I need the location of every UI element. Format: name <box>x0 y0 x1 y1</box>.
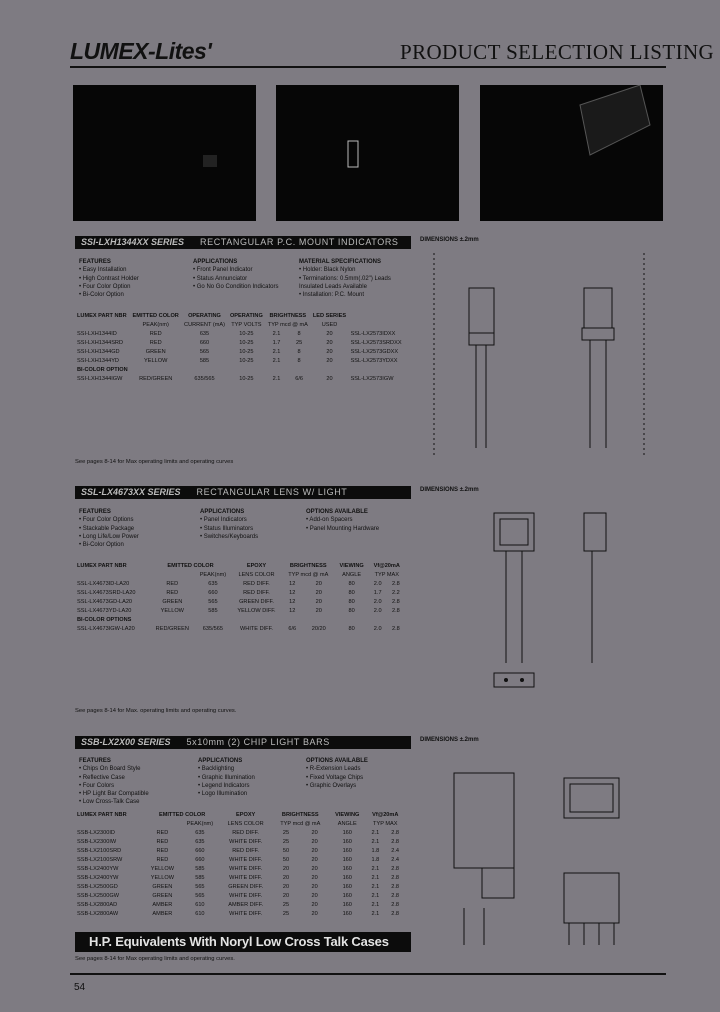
hp-equivalents-banner: H.P. Equivalents With Noryl Low Cross Talk Cases <box>75 932 411 952</box>
col-header: LED SERIES <box>312 312 347 319</box>
section3-subtitle: 5x10mm (2) CHIP LIGHT BARS <box>186 737 330 747</box>
table-row: SSL-LX4673IGW-LA20 RED/GREEN 635/565 WHITE DIFF. 6/6 20/20 80 2.0 2.8 <box>77 625 400 632</box>
table-row: SSL-LX4673YD-LA20 YELLOW 585 YELLOW DIFF. 12 20 80 2.0 2.8 <box>77 607 400 614</box>
section1-table: LUMEX PART NBR EMITTED COLOR OPERATING OPERATING BRIGHTNESS LED SERIES PEAK(nm) CURRENT (mA) TYP VOLTS TYP mcd @ mA USED SSI-LXH1344ID RED 635 10-25 2.1 8 20 SSL-LX2573IDXX SSI-LXH1344SRD RED 660 10-25 1.7 25 20 SSL-LX2573SRDXX SSI-LXH1344GD GREEN 565 10-25 2.1 8 20 SSL-LX2573GDXX SSI-LXH1344YD YELLOW 585 10-25 2.1 8 20 SSL-LX2573YDXX BI-COLOR OPTION SSI-LXH1344IGW RED/GREEN 635/565 10-25 2.1 6/6 20 SSL-LX2573IGW <box>75 311 405 383</box>
section2-series: SSL-LX4673XX SERIES <box>81 487 181 497</box>
section2-drawing <box>414 483 664 719</box>
col-header: LUMEX PART NBR <box>77 312 127 319</box>
product-photo-3 <box>480 85 663 221</box>
col-header: Vf@20mA <box>372 811 399 818</box>
table-row: SSI-LXH1344GD GREEN 565 10-25 2.1 8 20 SSL-LX2573GDXX <box>77 348 399 355</box>
footer-rule <box>70 973 666 975</box>
table-row: SSI-LXH1344ID RED 635 10-25 2.1 8 20 SSL-LX2573IDXX <box>77 330 396 337</box>
table-row: SSB-LX2100SRW RED 660 WHITE DIFF. 50 20 160 1.8 2.4 <box>77 856 399 863</box>
section1-features: FEATURES • Easy Installation • High Contrast Holder • Four Color Option • Bi-Color Option <box>79 259 139 299</box>
col-header: OPERATING <box>229 312 263 319</box>
section3-series: SSB-LX2X00 SERIES <box>81 737 171 747</box>
section2-subtitle: RECTANGULAR LENS W/ LIGHT <box>196 487 348 497</box>
col-header: EMITTED COLOR <box>158 811 206 818</box>
bicolor-title: BI-COLOR OPTION <box>77 366 128 373</box>
col-header: VIEWING <box>339 562 364 569</box>
section2-header <box>75 486 411 499</box>
col-header: BRIGHTNESS <box>281 811 319 818</box>
bicolor-title: BI-COLOR OPTIONS <box>77 616 132 623</box>
table-row: SSB-LX2800AW AMBER 610 WHITE DIFF. 25 20 160 2.1 2.8 <box>77 910 399 917</box>
col-header: VIEWING <box>335 811 360 818</box>
section1-materials: MATERIAL SPECIFICATIONS • Holder: Black Nylon • Terminations: 0.5mm(.02") Leads Insulated Leads Available • Installation: P.C. Mount <box>299 259 391 299</box>
lumex-logo: LUMEX-Lites' <box>70 38 212 64</box>
table-row: SSL-LX4673SRD-LA20 RED 660 RED DIFF. 12 20 80 1.7 2.2 <box>77 589 400 596</box>
table-row: SSB-LX2300ID RED 635 RED DIFF. 25 20 160 2.1 2.8 <box>77 829 399 836</box>
section1-header <box>75 236 411 249</box>
col-header: OPERATING <box>188 312 221 319</box>
table-row: SSL-LX4673ID-LA20 RED 635 RED DIFF. 12 20 80 2.0 2.8 <box>77 580 400 587</box>
table-row: SSB-LX2400YW YELLOW 585 WHITE DIFF. 20 20 160 2.1 2.8 <box>77 865 399 872</box>
col-header: EPOXY <box>236 811 256 818</box>
section2-features: FEATURES • Four Color Options • Stackable Package • Long Life/Low Power • Bi-Color Option <box>79 509 139 549</box>
table-row: SSB-LX2500GW GREEN 565 WHITE DIFF. 20 20 160 2.1 2.8 <box>77 892 399 899</box>
section1-applications: APPLICATIONS • Front Panel Indicator • Status Annunciator • Go No Go Condition Indicators <box>193 259 279 290</box>
section1-series: SSI-LXH1344XX SERIES <box>81 237 185 247</box>
section2-applications: APPLICATIONS • Panel Indicators • Status Illuminators • Switches/Keyboards <box>200 509 259 540</box>
section3-applications: APPLICATIONS • Backlighting • Graphic Illumination • Legend Indicators • Logo Illumination <box>198 758 255 798</box>
col-header: EMITTED COLOR <box>167 562 214 569</box>
page-title: PRODUCT SELECTION LISTING <box>400 40 715 64</box>
section2-dimensions: DIMENSIONS ±.2mm <box>414 483 664 719</box>
table-row: SSB-LX2500GD GREEN 565 GREEN DIFF. 20 20 160 2.1 2.8 <box>77 883 399 890</box>
page-number: 54 <box>74 982 86 993</box>
section1-subtitle: RECTANGULAR P.C. MOUNT INDICATORS <box>200 237 399 247</box>
section2-options: OPTIONS AVAILABLE • Add-on Spacers • Panel Mounting Hardware <box>306 509 380 532</box>
col-header: EMITTED COLOR <box>132 312 179 319</box>
section3-header <box>75 736 411 749</box>
section3-note: See pages 8-14 for Max operating limits and operating curves. <box>75 956 235 962</box>
col-header: BRIGHTNESS <box>289 562 327 569</box>
product-photo-1 <box>73 85 256 221</box>
section3-drawing <box>414 733 664 963</box>
table-row: SSB-LX2100SRD RED 660 RED DIFF. 50 20 160 1.8 2.4 <box>77 847 399 854</box>
section3-dimensions: DIMENSIONS ±.2mm <box>414 733 664 963</box>
section1-note: See pages 8-14 for Max operating limits and operating curves <box>75 459 234 465</box>
section3-table: LUMEX PART NBR EMITTED COLOR EPOXY BRIGHTNESS VIEWING Vf@20mA PEAK(nm) LENS COLOR TYP mcd @ mA ANGLE TYP MAX SSB-LX2300ID RED 635 RED DIFF. 25 20 160 2.1 2.8 SSB-LX2300IW RED 635 WHITE DIFF. 25 20 160 2.1 2.8 SSB-LX2100SRD RED 660 RED DIFF. 50 20 160 1.8 2.4 SSB-LX2100SRW RED 660 WHITE DIFF. 50 20 160 1.8 2.4 SSB-LX2400YW YELLOW 585 WHITE DIFF. 20 20 160 2.1 2.8 SSB-LX2400YW YELLOW 585 WHITE DIFF. 20 20 160 2.1 2.8 SSB-LX2500GD GREEN 565 GREEN DIFF. 20 20 160 2.1 2.8 SSB-LX2500GW GREEN 565 WHITE DIFF. 20 20 160 2.1 2.8 SSB-LX2800AD AMBER 610 AMBER DIFF. 25 20 160 2.1 2.8 SSB-LX2800AW AMBER 610 WHITE DIFF. 25 20 160 2.1 2.8 <box>75 810 405 918</box>
table-row: SSB-LX2800AD AMBER 610 AMBER DIFF. 25 20 160 2.1 2.8 <box>77 901 399 908</box>
section1-dimensions: DIMENSIONS ±.2mm <box>414 233 664 469</box>
col-header: BRIGHTNESS <box>269 312 307 319</box>
col-header: LUMEX PART NBR <box>77 811 127 818</box>
section2-table: LUMEX PART NBR EMITTED COLOR EPOXY BRIGHTNESS VIEWING Vf@20mA PEAK(nm) LENS COLOR TYP mcd @ mA ANGLE TYP MAX SSL-LX4673ID-LA20 RED 635 RED DIFF. 12 20 80 2.0 2.8 SSL-LX4673SRD-LA20 RED 660 RED DIFF. 12 20 80 1.7 2.2 SSL-LX4673GD-LA20 GREEN 565 GREEN DIFF. 12 20 80 2.0 2.8 SSL-LX4673YD-LA20 YELLOW 585 YELLOW DIFF. 12 20 80 2.0 2.8 BI-COLOR OPTIONS SSL-LX4673IGW-LA20 RED/GREEN 635/565 WHITE DIFF. 6/6 20/20 80 2.0 2.8 <box>75 561 405 633</box>
table-row: SSB-LX2400YW YELLOW 585 WHITE DIFF. 20 20 160 2.1 2.8 <box>77 874 399 881</box>
table-row: SSI-LXH1344SRD RED 660 10-25 1.7 25 20 SSL-LX2573SRDXX <box>77 339 402 346</box>
table-row: SSL-LX4673GD-LA20 GREEN 565 GREEN DIFF. 12 20 80 2.0 2.8 <box>77 598 400 605</box>
header-rule <box>70 66 666 68</box>
section1-drawing <box>414 233 664 469</box>
table-row: SSI-LXH1344IGW RED/GREEN 635/565 10-25 2.1 6/6 20 SSL-LX2573IGW <box>77 375 394 382</box>
product-photo-2 <box>276 85 459 221</box>
section3-options: OPTIONS AVAILABLE • R-Extension Leads • Fixed Voltage Chips • Graphic Overlays <box>306 758 368 789</box>
section3-features: FEATURES • Chips On Board Style • Reflective Case • Four Colors • HP Light Bar Compatible • Low Cross-Talk Case <box>79 758 149 806</box>
col-header: EPOXY <box>246 562 267 569</box>
table-row: SSB-LX2300IW RED 635 WHITE DIFF. 25 20 160 2.1 2.8 <box>77 838 399 845</box>
table-row: SSI-LXH1344YD YELLOW 585 10-25 2.1 8 20 SSL-LX2573YDXX <box>77 357 398 364</box>
section2-note: See pages 8-14 for Max. operating limits and operating curves. <box>75 708 237 714</box>
col-header: LUMEX PART NBR <box>77 562 127 569</box>
col-header: Vf@20mA <box>373 562 400 569</box>
